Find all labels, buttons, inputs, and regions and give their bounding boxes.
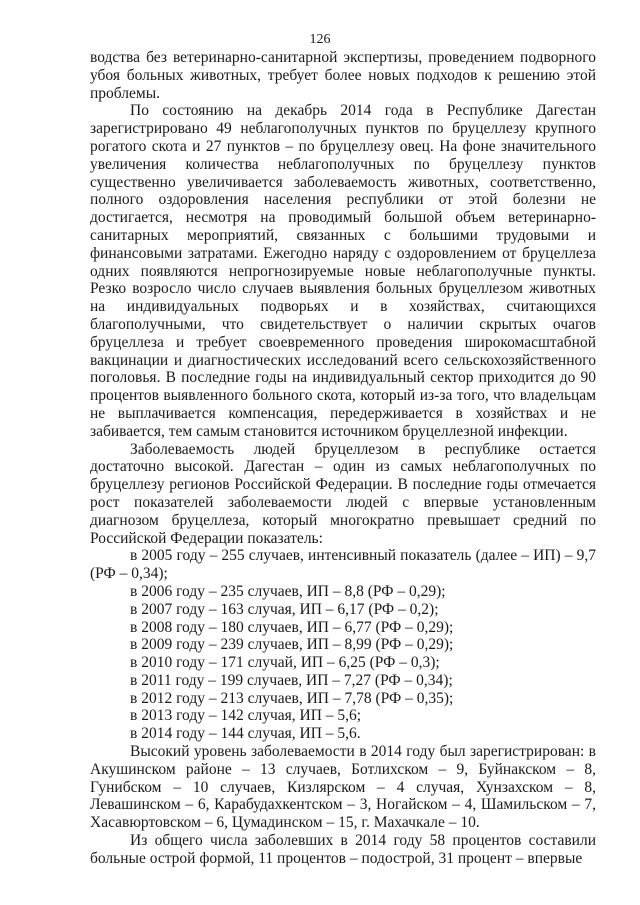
list-item: в 2014 году – 144 случая, ИП – 5,6.: [130, 725, 361, 743]
paragraph-human-incidence: Заболеваемость людей бруцеллезом в республике остается достаточно высокой. Дагестан – один из самых неблагополучных по бруцеллезу регионов Российской Федерации. В последние годы отмечается рост показателей заболеваемости людей с впервые установленным диагнозом бруцеллеза, который многократно превышает средний по Российской Федерации показатель:: [90, 440, 596, 547]
paragraph-disease-forms: Из общего числа заболевших в 2014 году 58 процентов составили больные острой формой, 11 процентов – подострой, 31 процент – впервые: [90, 832, 596, 867]
list-item: в 2012 году – 213 случаев, ИП – 7,78 (РФ – 0,35);: [130, 689, 454, 707]
list-item: в 2008 году – 180 случаев, ИП – 6,77 (РФ – 0,29);: [130, 618, 454, 636]
paragraph-district-incidence: Высокий уровень заболеваемости в 2014 году был зарегистрирован: в Акушинском районе – 13 случаев, Ботлихском – 9, Буйнакском – 8, Гунибском – 10 случаев, Кизлярском – 4 случая, Хунзахском – 8, Левашинском – 6, Карабудахкентском – 3, Ногайском – 4, Шамильском – 7, Хасавюртовском – 6, Цумадинском – 15, г. Махачкале – 10.: [90, 743, 596, 832]
list-item: в 2006 году – 235 случаев, ИП – 8,8 (РФ – 0,29);: [130, 582, 446, 600]
list-item: в 2005 году – 255 случаев, интенсивный показатель (далее – ИП) – 9,7 (РФ – 0,34);: [90, 547, 596, 583]
page-number: 126: [309, 32, 331, 47]
paragraph-continuation: водства без ветеринарно-санитарной экспертизы, проведением подворного убоя больных животных, требует более новых подходов к решению этой проблемы.: [90, 49, 596, 102]
list-item: в 2010 году – 171 случай, ИП – 6,25 (РФ – 0,3);: [130, 654, 440, 672]
yearly-cases-list: [90, 547, 596, 743]
paragraph-brucellosis-points: По состоянию на декабрь 2014 года в Республике Дагестан зарегистрировано 49 неблагополучных пунктов по бруцеллезу крупного рогатого скота и 27 пунктов – по бруцеллезу овец. На фоне значительного увеличения количества неблагополучных по бруцеллезу пунктов существенно увеличивается заболеваемость животных, соответственно, полного оздоровления населения республики от этой болезни не достигается, несмотря на проводимый большой объем ветеринарно-санитарных мероприятий, связанных с большими трудовыми и финансовыми затратами. Ежегодно наряду с оздоровлением от бруцеллеза одних появляются непрогнозируемые новые неблагополучные пункты. Резко возросло число случаев выявления больных бруцеллезом животных на индивидуальных подворьях и в хозяйствах, считающихся благополучными, что свидетельствует о наличии скрытых очагов бруцеллеза и требует своевременного проведения широкомасштабной вакцинации и диагностических исследований всего сельскохозяйственного поголовья. В последние годы на индивидуальный сектор приходится до 90 процентов выявленного больного скота, который из-за того, что владельцам не выплачивается компенсация, передерживается в хозяйствах и не забивается, тем самым становится источником бруцеллезной инфекции.: [90, 102, 596, 440]
list-item: в 2011 году – 199 случаев, ИП – 7,27 (РФ – 0,34);: [130, 671, 453, 689]
list-item: в 2009 году – 239 случаев, ИП – 8,99 (РФ – 0,29);: [130, 636, 454, 654]
list-item: в 2007 году – 163 случая, ИП – 6,17 (РФ – 0,2);: [130, 600, 439, 618]
page-body: [90, 49, 596, 868]
list-item: в 2013 году – 142 случая, ИП – 5,6;: [130, 707, 362, 725]
